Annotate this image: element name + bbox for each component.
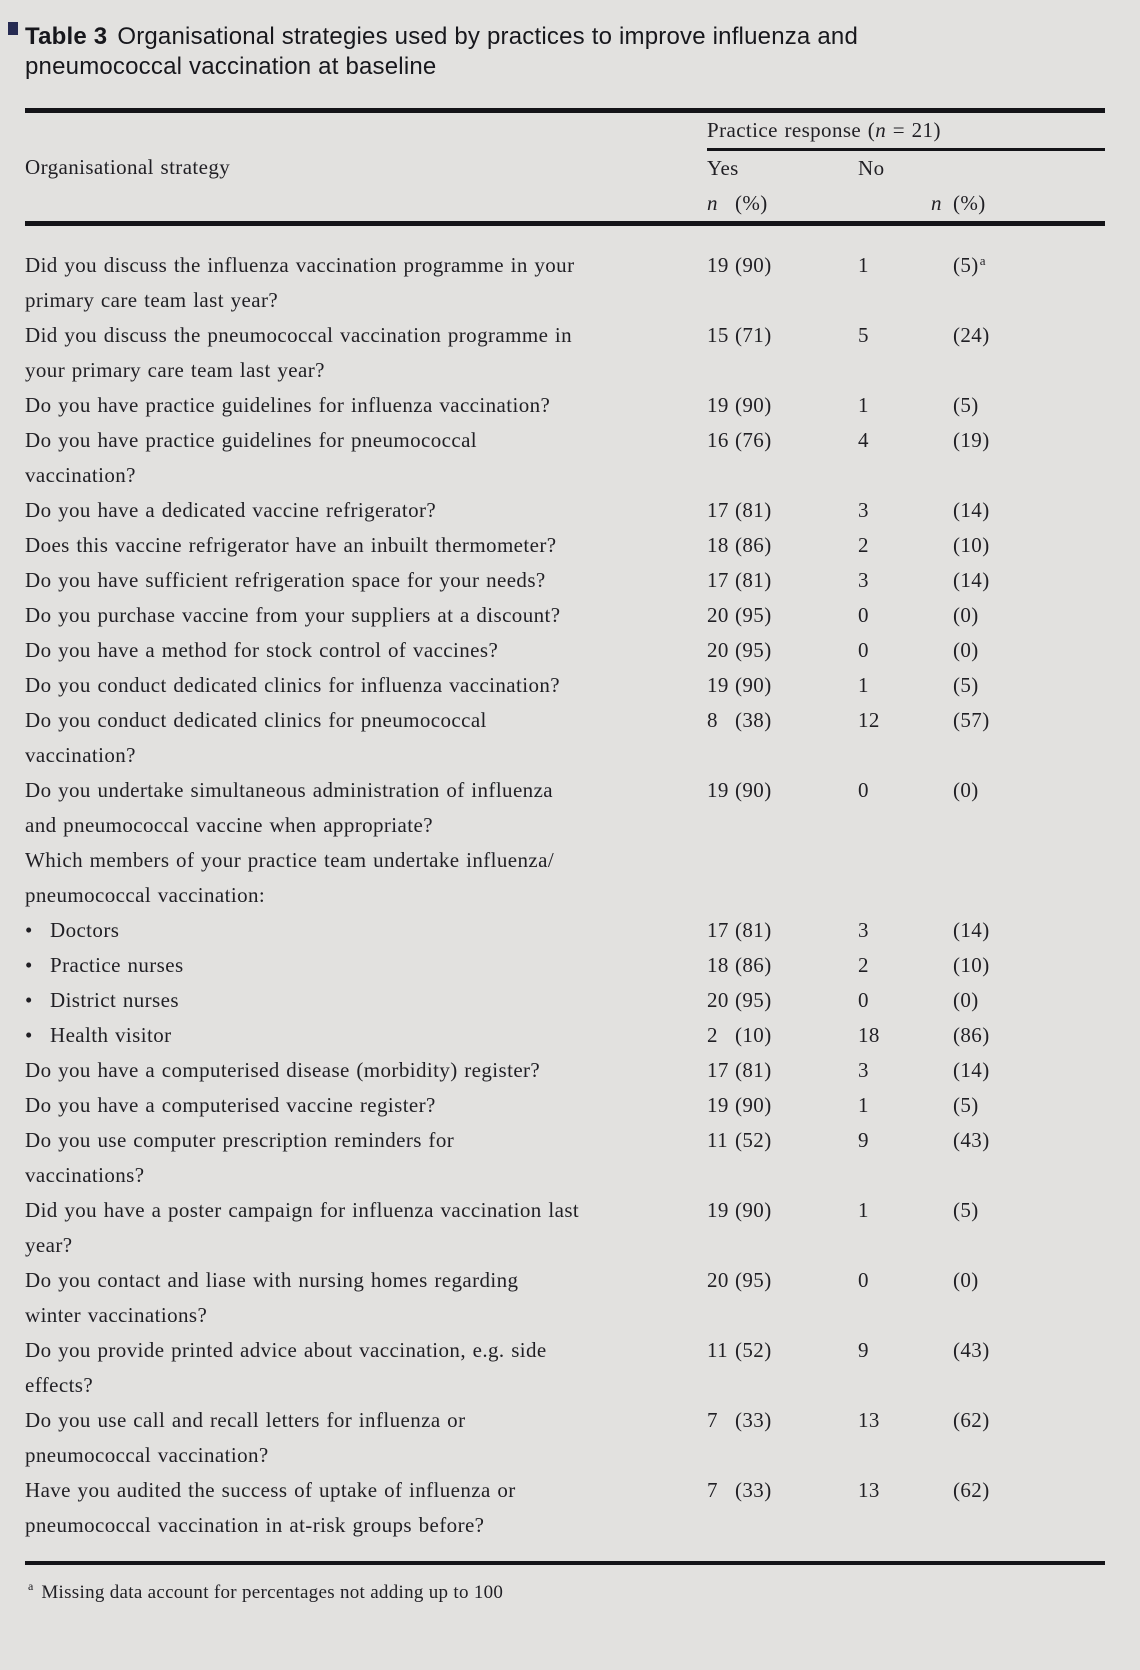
- yes-pct-cell: (10): [735, 1023, 772, 1047]
- strategy-cell: [25, 948, 707, 983]
- table-row: [25, 493, 1105, 528]
- yes-n-cell: 18: [707, 533, 729, 557]
- strategy-line: Did you discuss the pneumococcal vaccination programme in: [25, 323, 573, 347]
- no-pct-cell: (0): [953, 778, 979, 802]
- yes-n-cell: 2: [707, 1023, 718, 1047]
- strategy-line: pneumococcal vaccination?: [25, 1443, 269, 1467]
- strategy-cell: [25, 563, 707, 598]
- yes-n-cell: 19: [707, 253, 729, 277]
- strategy-cell: [25, 668, 707, 703]
- no-pct-cell: (0): [953, 638, 979, 662]
- table-row: [25, 703, 1105, 773]
- strategy-line: Do you have a method for stock control of vaccines?: [25, 638, 499, 662]
- no-pct-cell: (10): [953, 533, 990, 557]
- yes-n-cell: 19: [707, 1093, 729, 1117]
- no-pct-cell: (5): [953, 673, 979, 697]
- table-row: [25, 1018, 1105, 1053]
- strategy-cell: [25, 423, 707, 493]
- strategy-text: District nurses: [50, 988, 179, 1012]
- strategy-line: Do you have practice guidelines for influenza vaccination?: [25, 393, 551, 417]
- strategy-line: Do you use call and recall letters for influenza or: [25, 1408, 466, 1432]
- no-pct-cell: (14): [953, 498, 990, 522]
- no-pct-cell: (0): [953, 988, 979, 1012]
- no-pct-value: (5): [953, 253, 979, 277]
- yes-n-cell: 8: [707, 708, 718, 732]
- strategy-cell: [25, 1018, 707, 1053]
- no-pct-cell: (62): [953, 1478, 990, 1502]
- strategy-cell: [25, 983, 707, 1018]
- yes-n-cell: 19: [707, 673, 729, 697]
- strategy-cell: [25, 913, 707, 948]
- strategy-line: Do you have a computerised disease (morbidity) register?: [25, 1058, 541, 1082]
- strategy-cell: [25, 1123, 707, 1193]
- practice-response-suffix: = 21): [886, 118, 941, 142]
- strategy-line: [25, 913, 707, 948]
- strategy-cell: [25, 1263, 707, 1333]
- strategy-text: Health visitor: [50, 1023, 172, 1047]
- no-n-cell: 0: [858, 988, 869, 1012]
- strategy-cell: [25, 843, 707, 913]
- yes-pct-cell: (90): [735, 778, 772, 802]
- yes-pct-cell: (76): [735, 428, 772, 452]
- yes-n-cell: 19: [707, 393, 729, 417]
- strategy-line: Does this vaccine refrigerator have an inbuilt thermometer?: [25, 533, 557, 557]
- scan-artifact: [8, 22, 18, 35]
- strategy-cell: [25, 388, 707, 423]
- yes-n-cell: 7: [707, 1478, 718, 1502]
- yes-n-cell: 20: [707, 1268, 729, 1292]
- no-pct-cell: (86): [953, 1023, 990, 1047]
- strategy-line: year?: [25, 1233, 73, 1257]
- strategy-cell: [25, 598, 707, 633]
- strategy-cell: [25, 1473, 707, 1563]
- strategy-line: Did you have a poster campaign for influenza vaccination last: [25, 1198, 580, 1222]
- subheader-no-n: n: [858, 186, 953, 224]
- yes-pct-cell: (52): [735, 1128, 772, 1152]
- practice-response-prefix: Practice response (: [707, 118, 876, 142]
- strategy-line: Did you discuss the influenza vaccination programme in your: [25, 253, 575, 277]
- yes-n-cell: 20: [707, 988, 729, 1012]
- strategy-line: pneumococcal vaccination:: [25, 883, 266, 907]
- no-pct-cell: (43): [953, 1338, 990, 1362]
- table-row: [25, 983, 1105, 1018]
- strategy-line: winter vaccinations?: [25, 1303, 208, 1327]
- yes-n-cell: [707, 843, 735, 913]
- strategy-cell: [25, 773, 707, 843]
- strategy-line: Do you have a dedicated vaccine refrigerator?: [25, 498, 437, 522]
- subheader-yes-n: n: [707, 186, 735, 224]
- yes-pct-cell: (95): [735, 988, 772, 1012]
- bullet-icon: •: [25, 918, 33, 942]
- no-n-cell: 9: [858, 1338, 869, 1362]
- table-row: [25, 318, 1105, 388]
- table-row: [25, 388, 1105, 423]
- strategy-cell: [25, 224, 707, 319]
- table-row: [25, 633, 1105, 668]
- yes-pct-cell: (95): [735, 603, 772, 627]
- table-row: [25, 1333, 1105, 1403]
- table-footnote: [27, 1581, 1105, 1605]
- no-pct-cell: (0): [953, 1268, 979, 1292]
- yes-n-cell: 11: [707, 1128, 729, 1152]
- strategy-line: Do you conduct dedicated clinics for influenza vaccination?: [25, 673, 560, 697]
- no-pct-cell: (19): [953, 428, 990, 452]
- table-row: [25, 528, 1105, 563]
- yes-pct-cell: (90): [735, 1093, 772, 1117]
- strategy-cell: [25, 528, 707, 563]
- table-number: Table 3: [25, 23, 108, 50]
- strategy-cell: [25, 1193, 707, 1263]
- yes-n-cell: 15: [707, 323, 729, 347]
- no-n-cell: 1: [858, 1093, 869, 1117]
- table-row: [25, 948, 1105, 983]
- yes-pct-cell: (33): [735, 1408, 772, 1432]
- yes-n-cell: 19: [707, 778, 729, 802]
- no-n-cell: 12: [858, 708, 880, 732]
- yes-n-cell: 19: [707, 1198, 729, 1222]
- table-row: [25, 563, 1105, 598]
- n-symbol: n: [875, 118, 887, 142]
- strategy-line: pneumococcal vaccination in at-risk groups before?: [25, 1513, 485, 1537]
- bullet-icon: •: [25, 1023, 33, 1047]
- practice-response-header: [707, 111, 1105, 150]
- table-row: [25, 598, 1105, 633]
- strategy-line: Do you have practice guidelines for pneumococcal: [25, 428, 478, 452]
- no-pct-cell: (10): [953, 953, 990, 977]
- table-header: [25, 111, 1105, 224]
- strategy-cell: [25, 1088, 707, 1123]
- no-n-cell: 2: [858, 953, 869, 977]
- yes-pct-cell: (90): [735, 1198, 772, 1222]
- no-n-cell: 0: [858, 1268, 869, 1292]
- table-row: [25, 224, 1105, 319]
- strategy-line: [25, 983, 707, 1018]
- bullet-icon: •: [25, 988, 33, 1012]
- yes-no-header-row: [25, 150, 1105, 187]
- yes-n-cell: 17: [707, 1058, 729, 1082]
- strategy-text: Doctors: [50, 918, 120, 942]
- no-n-cell: 3: [858, 568, 869, 592]
- strategy-line: Do you provide printed advice about vaccination, e.g. side: [25, 1338, 547, 1362]
- no-n-cell: 2: [858, 533, 869, 557]
- yes-pct-cell: [735, 843, 858, 913]
- yes-pct-cell: (81): [735, 498, 772, 522]
- yes-n-cell: 16: [707, 428, 729, 452]
- strategy-cell: [25, 318, 707, 388]
- group-header-row: [25, 111, 1105, 150]
- yes-pct-cell: (86): [735, 953, 772, 977]
- column-header-yes: Yes: [707, 156, 739, 180]
- no-pct-cell: [953, 224, 1105, 319]
- yes-n-cell: 17: [707, 568, 729, 592]
- no-pct-cell: (5): [953, 1093, 979, 1117]
- strategy-cell: [25, 1403, 707, 1473]
- strategy-line: Do you use computer prescription reminders for: [25, 1128, 455, 1152]
- no-n-cell: 1: [858, 393, 869, 417]
- no-n-cell: 13: [858, 1408, 880, 1432]
- empty-header-cell: [25, 111, 707, 150]
- no-n-cell: 9: [858, 1128, 869, 1152]
- yes-n-cell: 20: [707, 603, 729, 627]
- yes-pct-cell: (81): [735, 1058, 772, 1082]
- table-row: [25, 773, 1105, 843]
- vaccination-strategies-table: [25, 108, 1105, 1565]
- strategy-cell: [25, 1053, 707, 1088]
- no-pct-cell: (5): [953, 1198, 979, 1222]
- strategy-line: vaccination?: [25, 463, 136, 487]
- strategy-cell: [25, 493, 707, 528]
- yes-pct-cell: (90): [735, 253, 772, 277]
- strategy-line: Do you purchase vaccine from your suppliers at a discount?: [25, 603, 561, 627]
- no-pct-cell: [953, 843, 1105, 913]
- strategy-line: your primary care team last year?: [25, 358, 325, 382]
- yes-n-cell: 11: [707, 1338, 729, 1362]
- strategy-line: Do you have a computerised vaccine register?: [25, 1093, 436, 1117]
- no-n-cell: 4: [858, 428, 869, 452]
- no-n-cell: 18: [858, 1023, 880, 1047]
- table-row: [25, 1123, 1105, 1193]
- no-pct-cell: (14): [953, 1058, 990, 1082]
- yes-pct-cell: (90): [735, 673, 772, 697]
- yes-n-cell: 17: [707, 498, 729, 522]
- strategy-text: Practice nurses: [50, 953, 184, 977]
- table-row: [25, 1088, 1105, 1123]
- no-n-cell: 1: [858, 253, 869, 277]
- no-n-cell: 3: [858, 1058, 869, 1082]
- no-n-cell: 0: [858, 638, 869, 662]
- no-n-cell: 3: [858, 918, 869, 942]
- table-row: [25, 423, 1105, 493]
- table-caption: [25, 22, 1000, 82]
- no-pct-cell: (14): [953, 568, 990, 592]
- strategy-cell: [25, 633, 707, 668]
- yes-n-cell: 20: [707, 638, 729, 662]
- no-pct-cell: (0): [953, 603, 979, 627]
- table-caption-text: Organisational strategies used by practices to improve influenza and pneumococcal vaccination at baseline: [25, 23, 858, 80]
- table-row: [25, 1193, 1105, 1263]
- strategy-line: primary care team last year?: [25, 288, 279, 312]
- yes-n-cell: 7: [707, 1408, 718, 1432]
- table-row: [25, 1263, 1105, 1333]
- yes-pct-cell: (38): [735, 708, 772, 732]
- footnote-marker: a: [979, 253, 986, 268]
- no-n-cell: 3: [858, 498, 869, 522]
- no-n-cell: 1: [858, 673, 869, 697]
- strategy-line: [25, 1018, 707, 1053]
- no-n-cell: 0: [858, 778, 869, 802]
- table-row: [25, 1053, 1105, 1088]
- no-n-cell: 0: [858, 603, 869, 627]
- table-row: [25, 843, 1105, 913]
- yes-pct-cell: (33): [735, 1478, 772, 1502]
- yes-pct-cell: (86): [735, 533, 772, 557]
- no-pct-cell: (5): [953, 393, 979, 417]
- yes-pct-cell: (81): [735, 918, 772, 942]
- footnote-marker: a: [28, 1579, 34, 1593]
- table-row: [25, 668, 1105, 703]
- no-n-cell: 1: [858, 1198, 869, 1222]
- footnote-text: Missing data account for percentages not adding up to 100: [41, 1582, 504, 1603]
- no-pct-cell: (57): [953, 708, 990, 732]
- no-n-cell: [858, 843, 953, 913]
- yes-pct-cell: (71): [735, 323, 772, 347]
- strategy-line: [25, 948, 707, 983]
- strategy-line: Do you have sufficient refrigeration space for your needs?: [25, 568, 546, 592]
- table-row: [25, 1473, 1105, 1563]
- strategy-line: vaccinations?: [25, 1163, 145, 1187]
- yes-pct-cell: (52): [735, 1338, 772, 1362]
- no-pct-cell: (14): [953, 918, 990, 942]
- strategy-line: Have you audited the success of uptake of influenza or: [25, 1478, 516, 1502]
- table-row: [25, 1403, 1105, 1473]
- yes-n-cell: 17: [707, 918, 729, 942]
- strategy-line: Which members of your practice team undertake influenza/: [25, 848, 555, 872]
- column-header-organisational-strategy: Organisational strategy: [25, 150, 707, 224]
- strategy-cell: [25, 1333, 707, 1403]
- yes-pct-cell: (81): [735, 568, 772, 592]
- strategy-line: effects?: [25, 1373, 94, 1397]
- no-pct-cell: (24): [953, 323, 990, 347]
- strategy-cell: [25, 703, 707, 773]
- subheader-yes-pct: (%): [735, 186, 858, 224]
- strategy-line: Do you conduct dedicated clinics for pneumococcal: [25, 708, 487, 732]
- no-pct-cell: (62): [953, 1408, 990, 1432]
- yes-n-cell: 18: [707, 953, 729, 977]
- strategy-line: and pneumococcal vaccine when appropriate?: [25, 813, 433, 837]
- table-body: [25, 224, 1105, 1564]
- table-row: [25, 913, 1105, 948]
- strategy-line: Do you undertake simultaneous administration of influenza: [25, 778, 554, 802]
- bullet-icon: •: [25, 953, 33, 977]
- no-n-cell: 5: [858, 323, 869, 347]
- strategy-line: vaccination?: [25, 743, 136, 767]
- yes-pct-cell: (95): [735, 1268, 772, 1292]
- yes-pct-cell: (90): [735, 393, 772, 417]
- strategy-line: Do you contact and liase with nursing homes regarding: [25, 1268, 519, 1292]
- no-pct-cell: (43): [953, 1128, 990, 1152]
- no-n-cell: 13: [858, 1478, 880, 1502]
- column-header-no: No: [858, 156, 885, 180]
- subheader-no-pct: (%): [953, 186, 1105, 224]
- yes-pct-cell: (95): [735, 638, 772, 662]
